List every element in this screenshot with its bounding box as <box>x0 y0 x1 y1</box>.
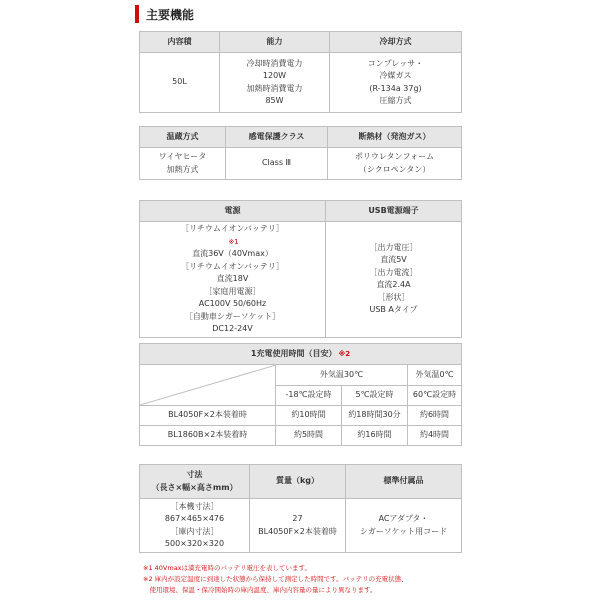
diagonal-line <box>140 365 276 405</box>
cooling-method: コンプレッサ・ 冷媒ガス (R-134a 37g) 圧縮方式 <box>330 53 462 113</box>
setting-minus18: -18℃設定時 <box>276 385 342 406</box>
header-power-source: 電源 <box>140 201 326 222</box>
mass-value: 27 BL4050F×2本装着時 <box>250 499 346 553</box>
capacity-value: 50L <box>140 53 220 113</box>
runtime-row-label: BL1860B×2本装着時 <box>140 426 276 446</box>
setting-5: 5℃設定時 <box>342 385 408 406</box>
header-heating: 温蔵方式 <box>140 127 226 148</box>
spec-table-heating <box>139 126 462 180</box>
header-dimensions: 寸法 （長さ×幅×高さmm） <box>140 465 250 499</box>
runtime-value: 約6時間 <box>408 406 462 426</box>
setting-60: 60℃設定時 <box>408 385 462 406</box>
spec-table-dimensions <box>139 464 462 553</box>
runtime-value: 約4時間 <box>408 426 462 446</box>
runtime-value: 約18時間30分 <box>342 406 408 426</box>
heading-accent-bar <box>135 5 139 23</box>
power-source-list: ［リチウムイオンバッテリ］ ※1 直流36V（40Vmax） ［リチウムイオンバッテリ］ 直流18V ［家庭用電源］ AC100V 50/60Hz ［自動車シガーソケット］ DC12-24V <box>140 222 326 338</box>
footnote-2-cont: 使用環境、保温・保冷開始時の庫内温度、庫内内容量の量により異なります。 <box>143 586 377 594</box>
heating-method: ワイヤヒータ 加熱方式 <box>140 148 226 180</box>
power-consumption: 冷却時消費電力 120W 加熱時消費電力 85W <box>220 53 330 113</box>
footnote-1: ※1 40Vmaxは満充電時のバッテリ電圧を表しています。 <box>143 564 312 572</box>
temp-0-header: 外気温0℃ <box>408 365 462 386</box>
runtime-value: 約5時間 <box>276 426 342 446</box>
header-usb: USB電源端子 <box>326 201 462 222</box>
runtime-row-label: BL4050F×2本装着時 <box>140 406 276 426</box>
protection-class: Class Ⅲ <box>226 148 328 180</box>
runtime-table <box>139 343 462 446</box>
footnotes <box>143 563 463 596</box>
usb-spec-list: ［出力電圧］ 直流5V ［出力電流］ 直流2.4A ［形状］ USB Aタイプ <box>326 222 462 338</box>
spec-table-power-source <box>139 200 462 338</box>
runtime-title: 1充電使用時間（目安） ※2 <box>140 344 462 365</box>
note-mark-2: ※2 <box>338 349 351 358</box>
note-mark-1: ※1 <box>228 237 239 246</box>
dimensions-value: ［本機寸法］ 867×465×476 ［庫内寸法］ 500×320×320 <box>140 499 250 553</box>
diagonal-cell <box>140 365 276 406</box>
insulation: ポリウレタンフォーム （シクロペンタン） <box>328 148 462 180</box>
header-capacity: 内容積 <box>140 32 220 53</box>
runtime-value: 約10時間 <box>276 406 342 426</box>
accessories-value: ACアダプタ・ シガーソケット用コード <box>346 499 462 553</box>
header-power: 能力 <box>220 32 330 53</box>
header-mass: 質量（kg） <box>250 465 346 499</box>
runtime-value: 約16時間 <box>342 426 408 446</box>
footnote-2: ※2 庫内が設定温度に到達した状態から保持して測定した時間です。バッテリの充電状態、 <box>143 575 408 583</box>
section-heading <box>135 4 194 24</box>
spec-table-capacity <box>139 31 462 113</box>
section-title: 主要機能 <box>146 7 195 22</box>
header-accessories: 標準付属品 <box>346 465 462 499</box>
header-cooling: 冷却方式 <box>330 32 462 53</box>
header-protection: 感電保護クラス <box>226 127 328 148</box>
temp-30-header: 外気温30℃ <box>276 365 408 386</box>
header-insulation: 断熱材（発泡ガス） <box>328 127 462 148</box>
